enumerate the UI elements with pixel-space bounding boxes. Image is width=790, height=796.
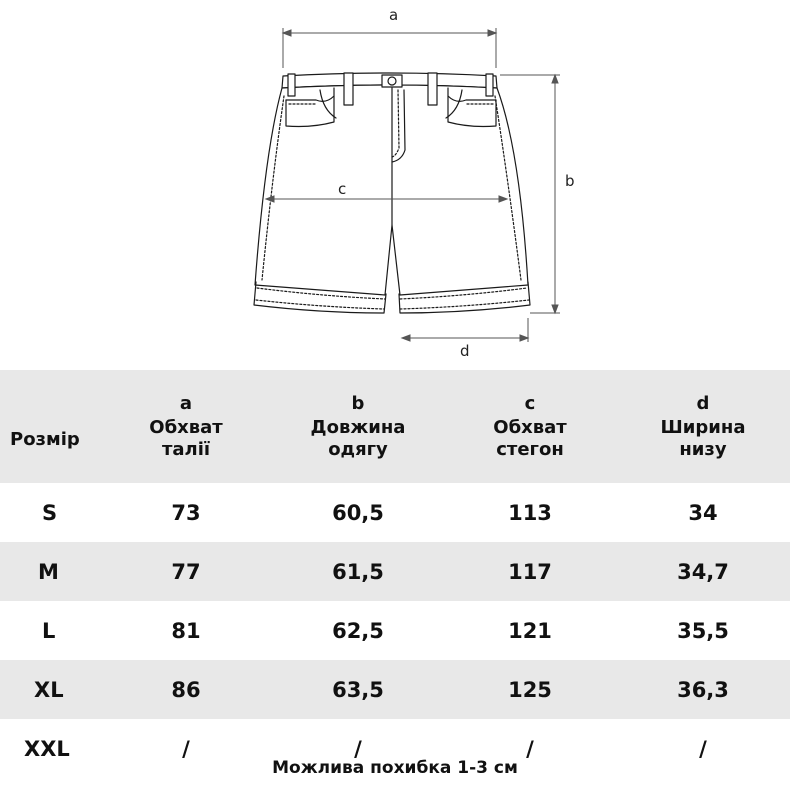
- header-col-b: [272, 370, 444, 483]
- header-letter: a: [179, 392, 193, 414]
- header-letter: c: [524, 392, 536, 414]
- waist-cell: 81: [171, 618, 201, 643]
- hips-cell: /: [526, 736, 534, 761]
- header-name-line2: талії: [161, 438, 211, 460]
- table-row: [0, 660, 790, 719]
- hem-cell: 35,5: [677, 618, 729, 643]
- dimension-label-b: b: [565, 172, 575, 190]
- header-name-line1: Обхват: [493, 416, 567, 438]
- hips-cell: 121: [508, 618, 552, 643]
- dimension-label-a: a: [389, 6, 399, 24]
- table-row: [0, 542, 790, 601]
- waist-cell: 77: [100, 542, 272, 601]
- header-name-line1: Довжина: [310, 416, 406, 438]
- table-row: [0, 483, 790, 542]
- shorts-illustration: [0, 0, 790, 370]
- header-col-c: [444, 370, 616, 483]
- header-letter: d: [696, 392, 710, 414]
- header-size: Розмір: [0, 370, 100, 483]
- waist-cell: 73: [171, 500, 201, 525]
- size-cell: XL: [0, 660, 100, 719]
- hips-cell: 113: [508, 500, 552, 525]
- length-cell: 62,5: [332, 618, 384, 643]
- hips-cell: 117: [444, 542, 616, 601]
- dimension-label-d: d: [460, 342, 470, 360]
- hem-cell: 36,3: [616, 660, 790, 719]
- header-name-line2: низу: [679, 438, 727, 460]
- hem-cell: 34: [688, 500, 718, 525]
- dimension-label-c: c: [338, 180, 347, 198]
- size-cell: M: [0, 542, 100, 601]
- table-header-row: [0, 370, 790, 483]
- size-cell: L: [42, 618, 56, 643]
- header-letter: b: [351, 392, 365, 414]
- hem-cell: 34,7: [616, 542, 790, 601]
- hips-cell: 125: [444, 660, 616, 719]
- length-cell: 61,5: [272, 542, 444, 601]
- measurement-error-note: Можлива похибка 1-3 см: [272, 758, 518, 778]
- size-cell: S: [42, 500, 58, 525]
- size-table: [0, 370, 790, 778]
- length-cell: 63,5: [272, 660, 444, 719]
- hem-cell: /: [699, 736, 707, 761]
- header-col-a: [100, 370, 272, 483]
- header-col-d: [616, 370, 790, 483]
- header-name-line2: одягу: [328, 438, 388, 460]
- header-name-line1: Ширина: [660, 416, 746, 438]
- table-row: [0, 601, 790, 660]
- waist-cell: 86: [100, 660, 272, 719]
- size-cell: XXL: [24, 736, 70, 761]
- length-cell: 60,5: [332, 500, 384, 525]
- length-cell: /: [354, 736, 362, 761]
- header-name-line2: стегон: [496, 438, 564, 460]
- waist-cell: /: [182, 736, 190, 761]
- shorts-diagram: [0, 0, 790, 370]
- header-name-line1: Обхват: [149, 416, 223, 438]
